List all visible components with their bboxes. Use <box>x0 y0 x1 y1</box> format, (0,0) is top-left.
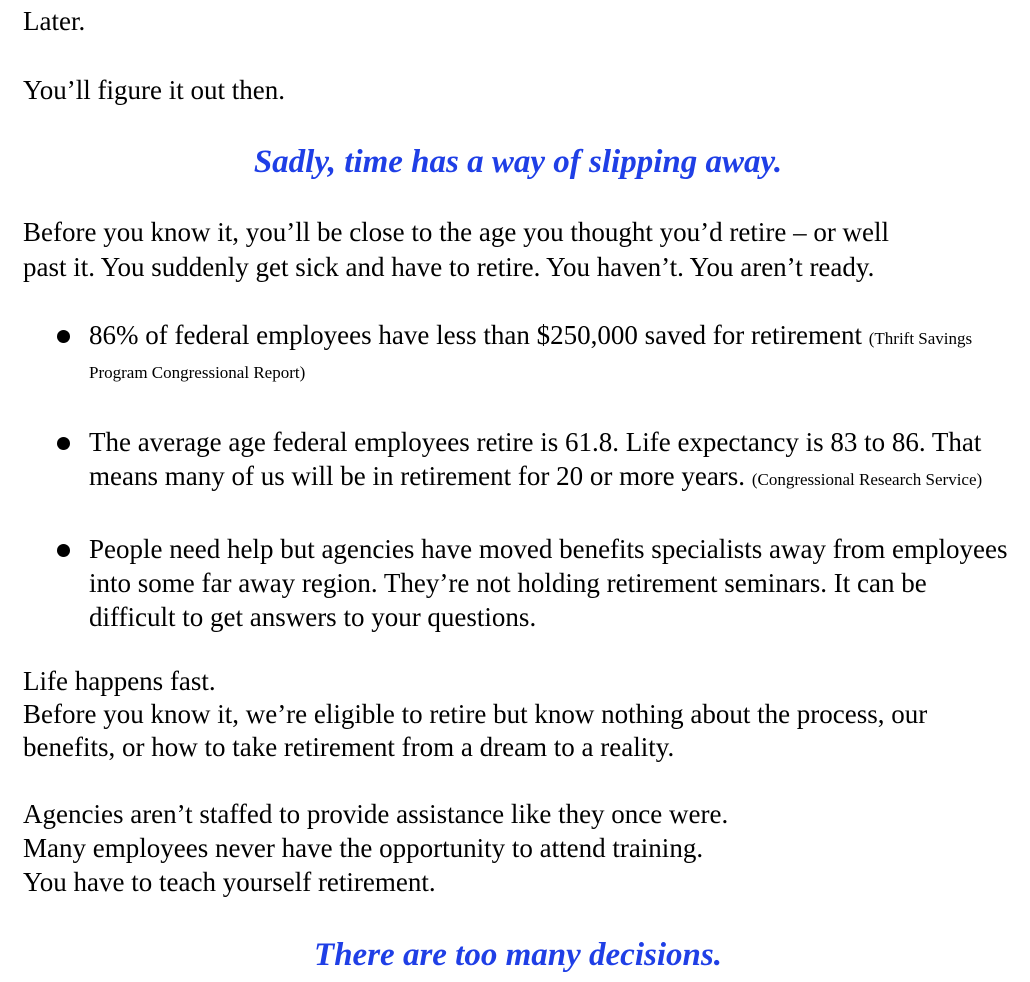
statistics-bullet-list <box>23 318 1013 634</box>
bullet-text: The average age federal employees retire is 61.8. Life expectancy is 83 to 86. That means many of us will be in retirement for 20 or more years. <box>89 427 982 491</box>
bullet-item-agencies <box>23 532 1013 634</box>
bullet-citation: (Thrift Savings Program Congressional Report) <box>89 329 973 382</box>
headline-time-slipping: Sadly, time has a way of slipping away. <box>253 144 783 180</box>
bullet-dot-icon <box>57 330 70 343</box>
intro-line-figure-out: You’ll figure it out then. <box>23 75 285 105</box>
paragraph-agencies-line-2: Many employees never have the opportunity to attend training. <box>23 833 704 863</box>
intro-line-later: Later. <box>23 6 86 36</box>
bullet-item-retirement-age <box>23 425 1013 493</box>
headline-too-many-decisions: There are too many decisions. <box>314 937 722 973</box>
bullet-item-savings <box>23 318 1013 386</box>
bullet-text: People need help but agencies have moved benefits specialists away from employees into some far away region. They’re not holding retirement seminars. It can be difficult to get answers to your questions. <box>89 534 1008 632</box>
paragraph-life-line-3: benefits, or how to take retirement from a dream to a reality. <box>23 732 675 762</box>
paragraph-life-line-2: Before you know it, we’re eligible to retire but know nothing about the process, our <box>23 699 928 729</box>
bullet-citation: (Congressional Research Service) <box>751 470 983 489</box>
bullet-text: 86% of federal employees have less than $250,000 saved for retirement <box>89 320 862 350</box>
bullet-dot-icon <box>57 437 70 450</box>
paragraph-retire-line-2: past it. You suddenly get sick and have to retire. You haven’t. You aren’t ready. <box>23 252 875 282</box>
paragraph-agencies-line-1: Agencies aren’t staffed to provide assistance like they once were. <box>23 799 729 829</box>
bullet-dot-icon <box>57 544 70 557</box>
paragraph-agencies-line-3: You have to teach yourself retirement. <box>23 867 436 897</box>
paragraph-retire-line-1: Before you know it, you’ll be close to the age you thought you’d retire – or well <box>23 217 890 247</box>
paragraph-life-line-1: Life happens fast. <box>23 666 216 696</box>
